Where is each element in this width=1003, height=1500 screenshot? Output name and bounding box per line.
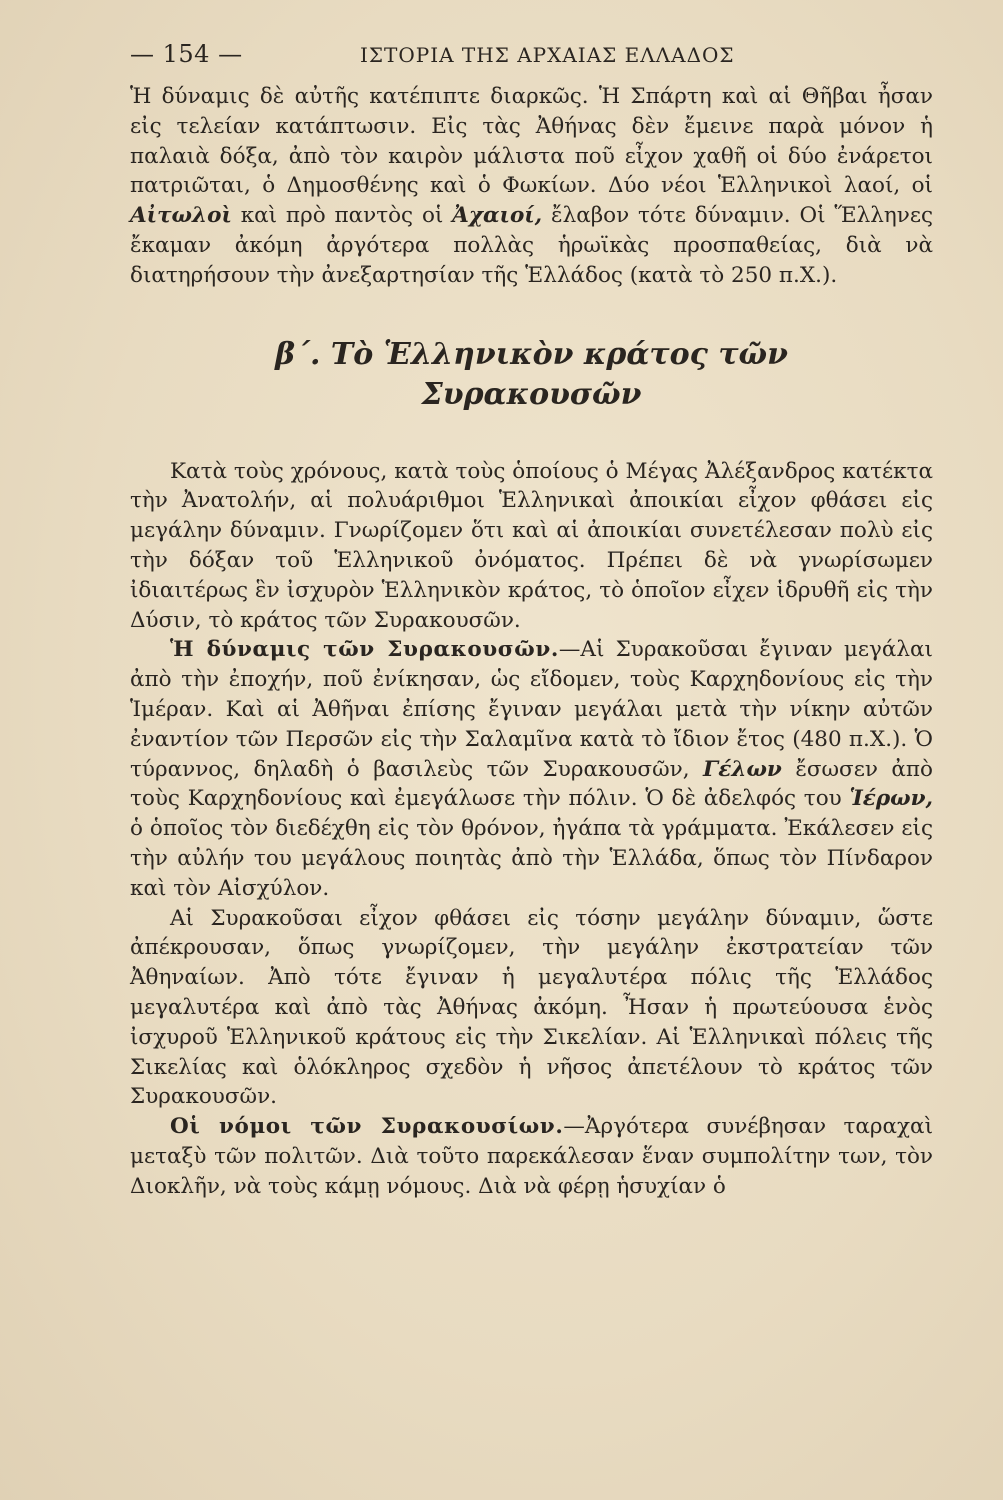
para1-text-c: ἔλαβον τότε δύναμιν. Οἱ Ἕλληνες ἔκαμαν ἀκόμη ἀργότερα πολλὰς ἡρωϊκὰς προσπαθείας, διὰ νὰ διατηρήσουν τὴν ἀνεξαρτησίαν τῆς Ἑλλάδος (κατὰ τὸ 250 π.Χ.). (130, 203, 934, 288)
paragraph-power (130, 635, 933, 903)
para5-text: —Ἀργότερα συνέβησαν ταραχαὶ μεταξὺ τῶν πολιτῶν. Διὰ τοῦτο παρεκάλεσαν ἕναν συμπολίτην των, τὸν Διοκλῆν, νὰ τοὺς κάμῃ νόμους. Διὰ νὰ φέρῃ ἡσυχίαν ὁ (130, 1114, 933, 1199)
paragraph-laws (130, 1112, 933, 1201)
paragraph-greatest-city: Αἱ Συρακοῦσαι εἶχον φθάσει εἰς τόσην μεγάλην δύναμιν, ὥστε ἀπέκρουσαν, ὅπως γνωρίζομεν, τὴν μεγάλην ἐκστρατείαν τῶν Ἀθηναίων. Ἀπὸ τότε ἔγιναν ἡ μεγαλυτέρα πόλις τῆς Ἑλλάδος μεγαλυτέρα καὶ ἀπὸ τὰς Ἀθήνας ἀκόμη. Ἦσαν ἡ πρωτεύουσα ἑνὸς ἰσχυροῦ Ἑλληνικοῦ κράτους εἰς τὴν Σικελίαν. Αἱ Ἑλληνικαὶ πόλεις τῆς Σικελίας καὶ ὁλόκληρος σχεδὸν ἡ νῆσος ἀπετέλουν τὸ κράτος τῶν Συρακουσῶν. (130, 905, 933, 1110)
section-heading-line2: Συρακουσῶν (421, 376, 642, 412)
section-heading-line1: β΄. Τὸ Ἑλληνικὸν κράτος τῶν (275, 336, 788, 372)
para3-text-a: —Αἱ Συρακοῦσαι ἔγιναν μεγάλαι ἀπὸ τὴν ἐποχήν, ποῦ ἐνίκησαν, ὡς εἴδομεν, τοὺς Καρχηδονίους εἰς τὴν Ἱμέραν. Καὶ αἱ Ἀθῆναι ἐπίσης ἔγιναν μεγάλαι μετὰ τὴν νίκην αὐτῶν ἐναντίον τῶν Περσῶν εἰς τὴν Σαλαμῖνα κατὰ τὸ ἴδιον ἔτος (480 π.Χ.). Ὁ τύραννος, δηλαδὴ ὁ βασιλεὺς τῶν Συρακουσῶν, (130, 637, 933, 782)
paragraph-intro (130, 82, 933, 291)
paragraph-colonies: Κατὰ τοὺς χρόνους, κατὰ τοὺς ὁποίους ὁ Μέγας Ἀλέξανδρος κατέκτα τὴν Ἀνατολήν, αἱ πολυάριθμοι Ἑλληνικαὶ ἀποικίαι εἶχον φθάσει εἰς μεγάλην δύναμιν. Γνωρίζομεν ὅτι καὶ αἱ ἀποικίαι συνετέλεσαν πολὺ εἰς τὴν δόξαν τοῦ Ἑλληνικοῦ ὀνόματος. Πρέπει δὲ νὰ γνωρίσωμεν ἰδιαιτέρως ἓν ἰσχυρὸν Ἑλληνικὸν κράτος, τὸ ὁποῖον εἶχεν ἱδρυθῆ εἰς τὴν Δύσιν, τὸ κράτος τῶν Συρακουσῶν. (130, 458, 933, 633)
aetolians-term: Αἰτωλοὶ (130, 203, 232, 229)
running-title: ΙΣΤΟΡΙΑ ΤΗΣ ΑΡΧΑΙΑΣ ΕΛΛΑΔΟΣ (360, 43, 735, 67)
para3-text-b: ἔσωσεν ἀπὸ τοὺς Καρχηδονίους καὶ ἐμεγάλωσε τὴν πόλιν. Ὁ δὲ ἀδελφός του (130, 756, 933, 812)
para3-text-c: ὁ ὁποῖος τὸν διεδέχθη εἰς τὸν θρόνον, ἠγάπα τὰ γράμματα. Ἐκάλεσεν εἰς τὴν αὐλήν του μεγάλους ποιητὰς ἀπὸ τὴν Ἑλλάδα, ὅπως τὸν Πίνδαρον καὶ τὸν Αἰσχύλον. (130, 816, 933, 901)
section-heading (130, 335, 933, 415)
page-number: — 154 — (130, 40, 243, 68)
achaeans-term: Ἀχαιοί, (452, 203, 543, 229)
para1-text-b: καὶ πρὸ παντὸς οἱ (240, 203, 444, 229)
power-subheading: Ἡ δύναμις τῶν Συρακουσῶν. (170, 637, 559, 663)
laws-subheading: Οἱ νόμοι τῶν Συρακουσίων. (170, 1114, 564, 1140)
running-header (130, 40, 933, 68)
hieron-name: Ἱέρων, (849, 786, 933, 812)
para1-text-a: Ἡ δύναμις δὲ αὐτῆς κατέπιπτε διαρκῶς. Ἡ Σπάρτη καὶ αἱ Θῆβαι ἦσαν εἰς τελείαν κατάπτωσιν. Εἰς τὰς Ἀθήνας δὲν ἔμεινε παρὰ μόνον ἡ παλαιὰ δόξα, ἀπὸ τὸν καιρὸν μάλιστα ποῦ εἶχον χαθῆ οἱ δύο ἐνάρετοι πατριῶται, ὁ Δημοσθένης καὶ ὁ Φωκίων. Δύο νέοι Ἑλληνικοὶ λαοί, οἱ (130, 84, 933, 199)
gelon-name: Γέλων (703, 756, 782, 782)
